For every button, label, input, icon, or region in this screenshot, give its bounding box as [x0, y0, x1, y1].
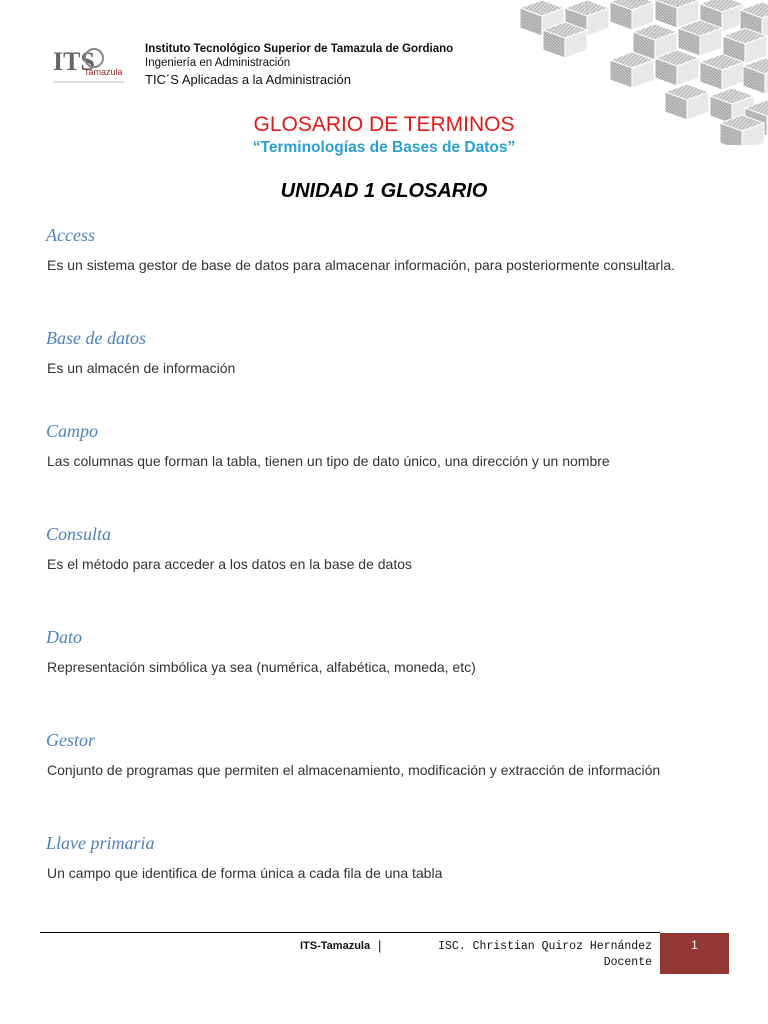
page-number: 1: [691, 938, 698, 952]
glossary-term-access: Access: [46, 225, 95, 245]
logo-text: ITS: [53, 47, 95, 76]
footer-organization: ITS-Tamazula: [300, 940, 371, 952]
glossary-definition-access: Es un sistema gestor de base de datos para almacenar información, para posteriormente consultarla.: [47, 257, 676, 273]
unit-title: UNIDAD 1 GLOSARIO: [280, 180, 488, 202]
glossary-definition-dato: Representación simbólica ya sea (numérica, alfabética, moneda, etc): [47, 659, 476, 675]
document-title: GLOSARIO DE TERMINOS: [253, 113, 515, 136]
glossary-term-llave-primaria: Llave primaria: [46, 833, 155, 853]
glossary-term-dato: Dato: [46, 627, 82, 647]
institution-logo: [50, 42, 130, 88]
institution-name: Instituto Tecnológico Superior de Tamazula de Gordiano: [145, 43, 454, 55]
glossary-definition-consulta: Es el método para acceder a los datos en la base de datos: [47, 556, 413, 572]
glossary-term-gestor: Gestor: [46, 730, 95, 750]
logo-subtext: Tamazula: [84, 67, 123, 77]
glossary-term-campo: Campo: [46, 421, 99, 441]
glossary-definition-campo: Las columnas que forman la tabla, tienen un tipo de dato único, una dirección y un nombre: [47, 453, 610, 469]
glossary-definition-llave-primaria: Un campo que identifica de forma única a cada fila de una tabla: [47, 865, 443, 881]
footer-role: Docente: [603, 956, 652, 969]
footer-divider: [40, 932, 660, 933]
footer-author: ISC. Christian Quiroz Hernández: [438, 940, 652, 953]
glossary-definition-base-de-datos: Es un almacén de información: [47, 360, 236, 376]
course-name: TIC´S Aplicadas a la Administración: [145, 72, 351, 87]
glossary-term-consulta: Consulta: [46, 524, 112, 544]
footer-separator: |: [378, 938, 382, 953]
document-subtitle: “Terminologías de Bases de Datos”: [252, 139, 516, 156]
program-name: Ingeniería en Administración: [145, 57, 291, 69]
glossary-definition-gestor: Conjunto de programas que permiten el almacenamiento, modificación y extracción de información: [47, 762, 661, 778]
glossary-term-base-de-datos: Base de datos: [46, 328, 146, 348]
